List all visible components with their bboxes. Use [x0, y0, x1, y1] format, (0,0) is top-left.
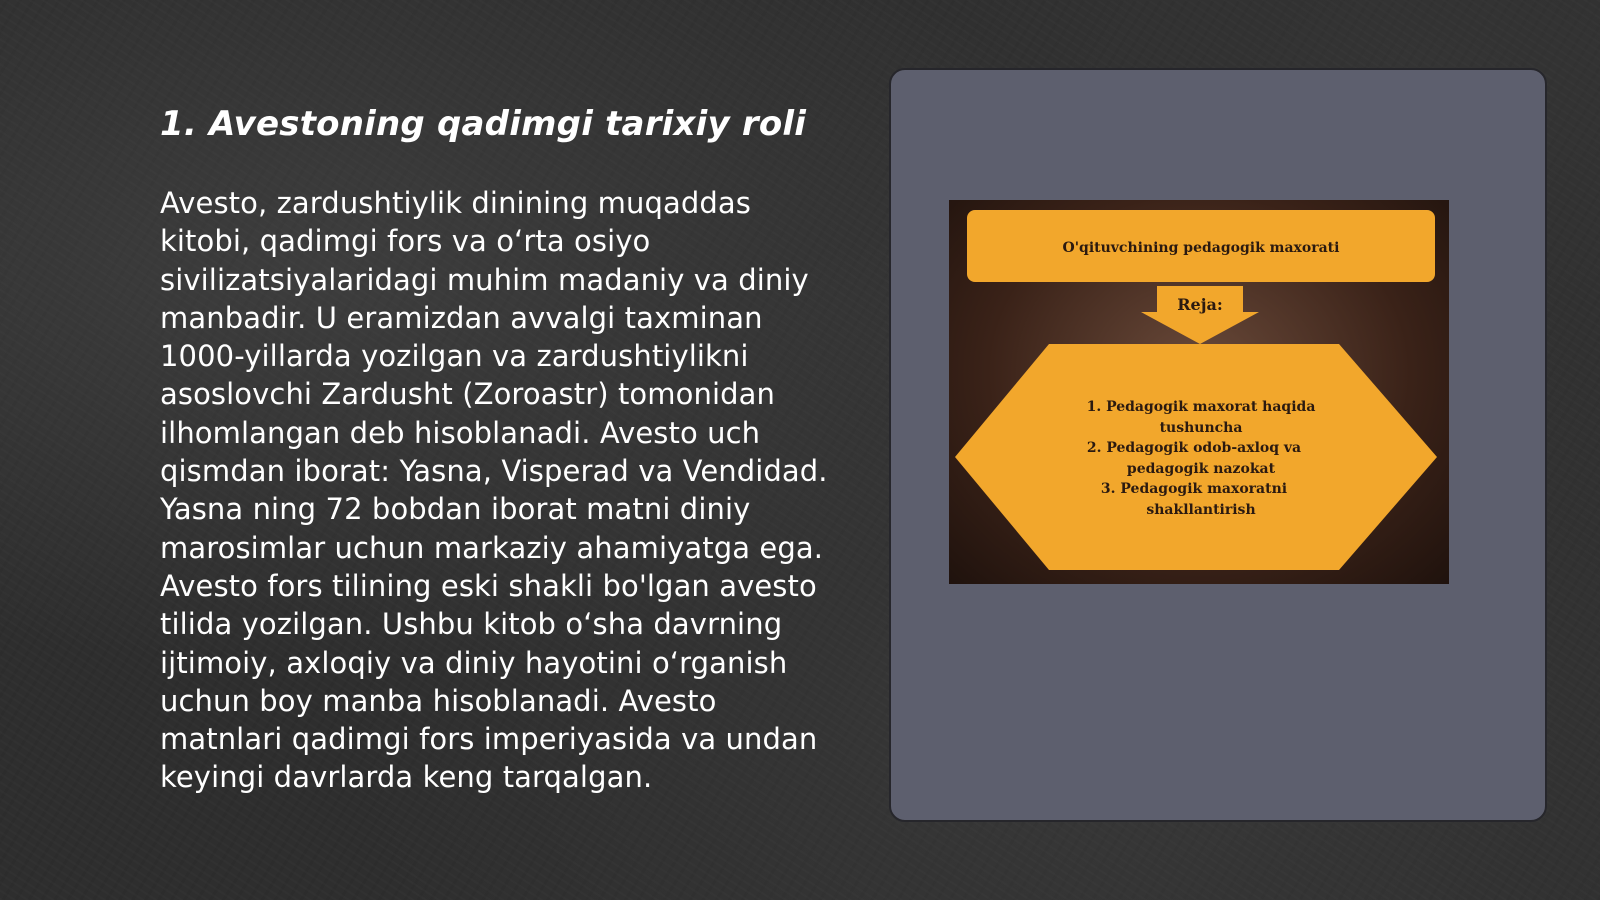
header-text: O'qituvchining pedagogik maxorati: [1062, 240, 1340, 256]
arrow-label: Reja:: [1177, 295, 1223, 314]
plan-line: shakllantirish: [1146, 502, 1256, 518]
plan-line: pedagogik nazokat: [1126, 461, 1276, 477]
embedded-slide-graphic: [949, 200, 1449, 584]
embedded-slide-image: [949, 200, 1449, 584]
plan-line: tushuncha: [1159, 420, 1243, 436]
plan-hexagon: [955, 344, 1437, 570]
plan-line: 1. Pedagogik maxorat haqida: [1086, 399, 1316, 415]
plan-line: 3. Pedagogik maxoratni: [1100, 481, 1288, 497]
plan-line: 2. Pedagogik odob-axloq va: [1086, 440, 1302, 456]
slide-body-text: Avesto, zardushtiylik dinining muqaddas kitobi, qadimgi fors va o‘rta osiyo sivilizatsiyalaridagi muhim madaniy va diniy manbadir. U eramizdan avvalgi taxminan 1000-yillarda yozilgan va zardushtiylikni asoslovchi Zardusht (Zoroastr) tomonidan ilhomlangan deb hisoblanadi. Avesto uch qismdan iborat: Yasna, Visperad va Vendidad. Yasna ning 72 bobdan iborat matni diniy marosimlar uchun markaziy ahamiyatga ega. Avesto fors tilining eski shakli bo'lgan avesto tilida yozilgan. Ushbu kitob o‘sha davrning ijtimoiy, axloqiy va diniy hayotini o‘rganish uchun boy manba hisoblanadi. Avesto matnlari qadimgi fors imperiyasida va undan keyingi davrlarda keng tarqalgan.: [160, 186, 828, 795]
slide-title: 1. Avestoning qadimgi tarixiy roli: [160, 104, 807, 144]
